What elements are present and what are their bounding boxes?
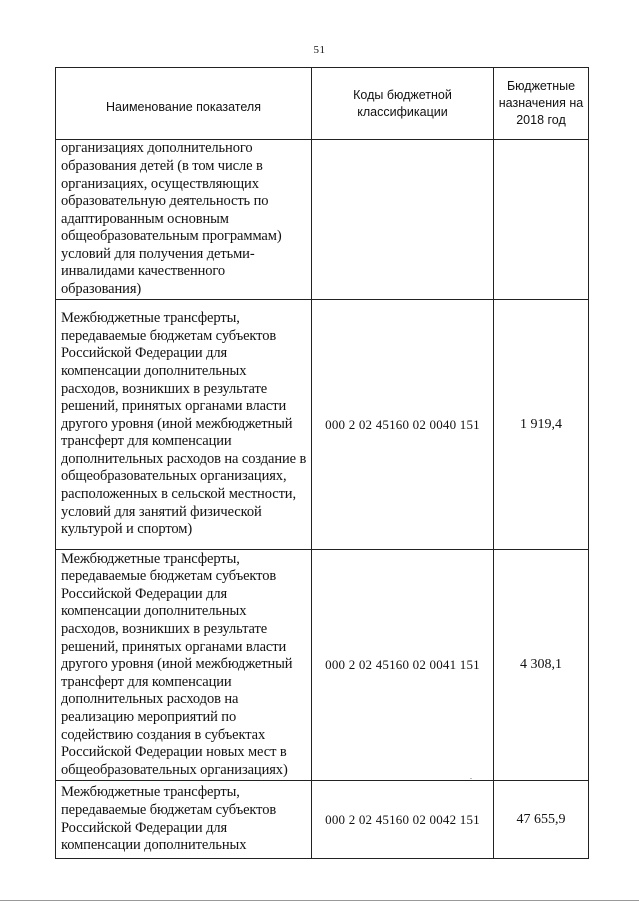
page-number: 51 [313, 44, 326, 56]
row-name: Межбюджетные трансферты, передаваемые бюджетам субъектов Российской Федерации для компенсации дополнительных расходов, возникших в результате решений, принятых органами власти другого уровня (иной межбюджетный трансферт для компенсации дополнительных расходов на реализацию мероприятий по содействию создания в субъектах Российской Федерации новых мест в общеобразовательных организациях) [56, 550, 312, 781]
budget-table [55, 67, 589, 859]
header-codes: Коды бюджетной классификации [312, 68, 494, 140]
row-code [312, 140, 494, 300]
row-code: 000 2 02 45160 02 0040 151 [312, 300, 494, 550]
table-row [56, 781, 589, 859]
row-amount [494, 140, 589, 300]
table-row [56, 300, 589, 550]
row-code: 000 2 02 45160 02 0042 151 [312, 781, 494, 859]
table-header-row [56, 68, 589, 140]
header-name: Наименование показателя [56, 68, 312, 140]
row-amount: 1 919,4 [494, 300, 589, 550]
table-row [56, 140, 589, 300]
page-bottom-edge [0, 900, 639, 901]
scan-speck [470, 778, 472, 779]
row-name: организациях дополнительного образования детей (в том числе в организациях, осуществляющих образовательную деятельность по адаптированным основным общеобразовательным программам) условий для получения детьми-инвалидами качественного образования) [56, 140, 312, 300]
row-code: 000 2 02 45160 02 0041 151 [312, 550, 494, 781]
row-name: Межбюджетные трансферты, передаваемые бюджетам субъектов Российской Федерации для компенсации дополнительных [56, 781, 312, 859]
table-row [56, 550, 589, 781]
row-amount: 47 655,9 [494, 781, 589, 859]
row-name: Межбюджетные трансферты, передаваемые бюджетам субъектов Российской Федерации для компенсации дополнительных расходов, возникших в результате решений, принятых органами власти другого уровня (иной межбюджетный трансферт для компенсации дополнительных расходов на создание в общеобразовательных организациях, расположенных в сельской местности, условий для занятий физической культурой и спортом) [56, 300, 312, 550]
row-amount: 4 308,1 [494, 550, 589, 781]
header-amount: Бюджетные назначения на 2018 год [494, 68, 589, 140]
